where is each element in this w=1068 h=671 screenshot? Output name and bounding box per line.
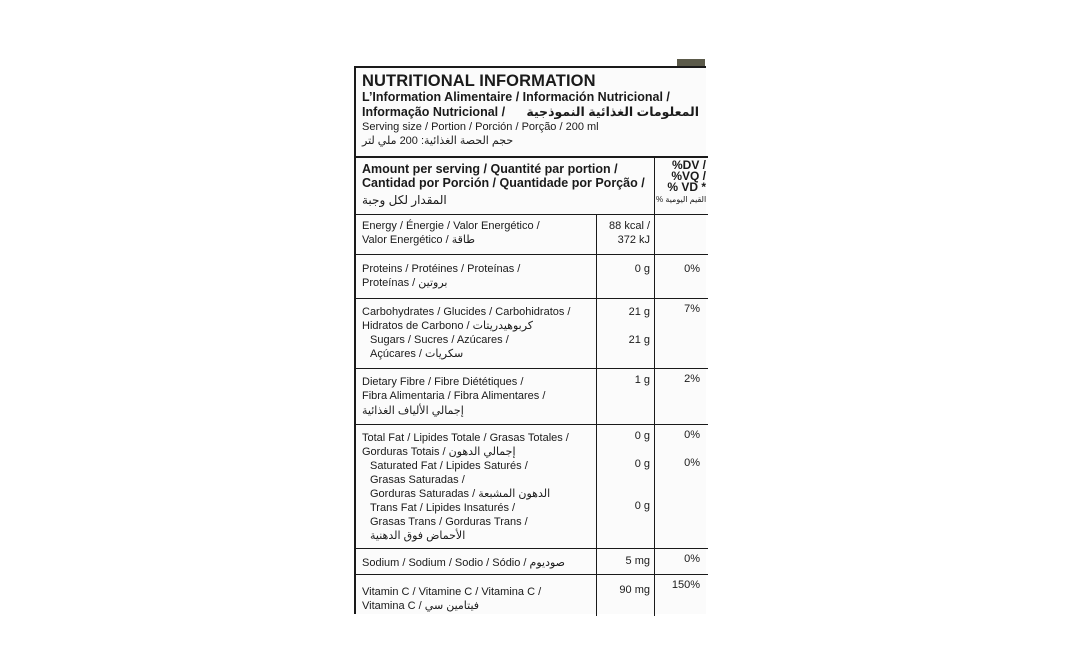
rule: [356, 254, 708, 255]
carbs-label-1: Carbohydrates / Glucides / Carbohidratos /: [362, 306, 571, 318]
carbs-label-2: Hidratos de Carbono / كربوهيدريتات: [362, 320, 534, 332]
sodium-value: 5 mg: [625, 555, 650, 567]
fat-label-2: Gorduras Totais / إجمالي الدهون: [362, 446, 516, 458]
rule: [356, 548, 708, 549]
sugars-label-2: Açúcares / سكريات: [370, 348, 464, 360]
carbs-value: 21 g: [628, 306, 650, 318]
sodium-dv: 0%: [684, 553, 700, 565]
rule: [356, 424, 708, 425]
fat-value: 0 g: [634, 430, 650, 442]
rule: [356, 368, 708, 369]
sugars-label-1: Sugars / Sucres / Azúcares /: [370, 334, 509, 346]
table-grid: [356, 68, 708, 616]
dv-header-2: %VQ /: [671, 169, 706, 183]
fibre-value: 1 g: [634, 374, 650, 386]
sugars-value: 21 g: [628, 334, 650, 346]
dv-header-ar: % القيم اليومية: [656, 195, 707, 204]
satfat-value: 0 g: [634, 458, 650, 470]
energy-label-2: Valor Energético / طاقة: [362, 234, 475, 246]
protein-value: 0 g: [634, 263, 650, 275]
fibre-dv: 2%: [684, 373, 700, 385]
energy-kcal: 88 kcal /: [609, 220, 650, 232]
dv-header-1: %DV /: [671, 158, 706, 172]
carbs-dv: 7%: [684, 303, 700, 315]
rule: [356, 214, 708, 215]
sodium-label: Sodium / Sodium / Sodio / Sódio / صوديوم: [362, 557, 566, 569]
header-subtitle-2: [362, 104, 707, 120]
rule: [356, 574, 708, 575]
satfat-dv: 0%: [684, 457, 700, 469]
vitc-value: 90 mg: [619, 584, 650, 596]
transfat-label-2: Grasas Trans / Gorduras Trans /: [370, 516, 528, 528]
header-subtitle-1: L’Information Alimentaire / Información Nutricional /: [362, 90, 670, 104]
label-edge: [677, 59, 705, 66]
vitc-dv: 150%: [671, 579, 700, 591]
amount-header-ar: المقدار لكل وجبة: [362, 193, 447, 207]
fat-label-1: Total Fat / Lipides Totale / Grasas Totales /: [362, 432, 569, 444]
header-subtitle-2-text: Informação Nutricional /: [362, 105, 506, 119]
transfat-value: 0 g: [634, 500, 650, 512]
protein-label-2: Proteínas / بروتين: [362, 277, 448, 289]
protein-label-1: Proteins / Protéines / Proteínas /: [362, 263, 521, 275]
label-header: [362, 72, 707, 148]
vitc-label-1: Vitamin C / Vitamine C / Vitamina C /: [362, 586, 542, 598]
satfat-label-2: Grasas Saturadas /: [370, 474, 465, 486]
energy-kj: 372 kJ: [617, 234, 650, 246]
column-divider: [596, 214, 597, 616]
transfat-label-1: Trans Fat / Lipides Insaturés /: [370, 502, 516, 514]
rule: [356, 298, 708, 299]
fibre-label-2: Fibra Alimentaria / Fibra Alimentares /: [362, 390, 546, 402]
satfat-label-3: Gorduras Saturadas / الدهون المشبعة: [370, 488, 551, 500]
satfat-label-1: Saturated Fat / Lipides Saturés /: [370, 460, 528, 472]
header-subtitle-2-ar: المعلومات الغذائية النموذجية: [526, 105, 699, 119]
page-title: NUTRITIONAL INFORMATION: [362, 72, 596, 90]
energy-label-1: Energy / Énergie / Valor Energético /: [362, 220, 540, 232]
fibre-label-3: إجمالي الألياف الغذائية: [362, 405, 464, 417]
serving-size-ar: حجم الحصة الغذائية: 200 ملي لتر: [362, 135, 514, 147]
transfat-label-3: الأحماض فوق الدهنية: [370, 530, 466, 542]
amount-header-2: Cantidad por Porción / Quantidade por Porção /: [362, 176, 645, 190]
dv-header-3: % VD *: [667, 180, 706, 194]
fibre-label-1: Dietary Fibre / Fibre Diététiques /: [362, 376, 524, 388]
serving-size: Serving size / Portion / Porción / Porção / 200 ml: [362, 121, 599, 133]
amount-header-1: Amount per serving / Quantité par portion /: [362, 162, 618, 176]
vitc-label-2: Vitamina C / فيتامين سي: [362, 600, 480, 612]
protein-dv: 0%: [684, 263, 700, 275]
column-divider: [654, 156, 655, 616]
rule: [356, 156, 708, 158]
nutrition-label: [354, 66, 706, 614]
fat-dv: 0%: [684, 429, 700, 441]
